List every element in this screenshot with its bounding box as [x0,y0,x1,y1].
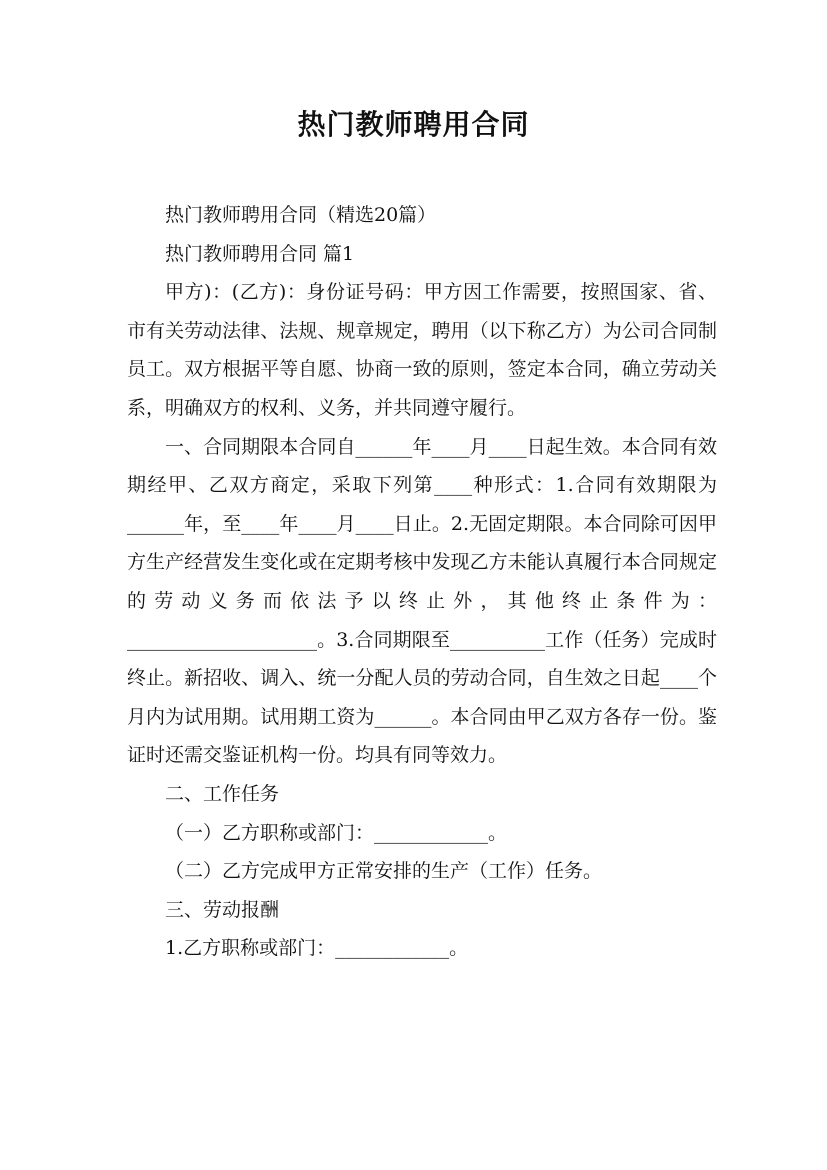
document-title: 热门教师聘用合同 [297,108,530,141]
document-body [127,196,717,968]
paragraph-preamble: 甲方)：(乙方)：身份证号码：甲方因工作需要，按照国家、省、市有关劳动法律、法规、规章规定，聘用（以下称乙方）为公司合同制员工。双方根据平等自愿、协商一致的原则，签定本合同，确立劳动关系，明确双方的权利、义务，并共同遵守履行。 [127,281,717,419]
paragraph-contract-term: 一、合同期限本合同自______年____月____日起生效。本合同有效期经甲、乙双方商定，采取下列第____种形式：1.合同有效期限为______年，至____年____月____日止。2.无固定期限。本合同除可因甲方生产经营发生变化或在定期考核中发现乙方未能认真履行本合同规定的劳动义务而依法予以终止外，其他终止条件为：____________________。3.合同期限至__________工作（任务）完成时终止。新招收、调入、统一分配人员的劳动合同，自生效之日起____个月内为试用期。试用期工资为______。本合同由甲乙双方各存一份。鉴证时还需交鉴证机构一份。均具有同等效力。 [127,435,717,767]
paragraph-work-task-2: （二）乙方完成甲方正常安排的生产（工作）任务。 [165,860,603,883]
paragraph-section-heading: 热门教师聘用合同 篇1 [165,242,355,265]
paragraph-remuneration-1: 1.乙方职称或部门：____________。 [165,937,469,960]
paragraph-work-tasks-heading: 二、工作任务 [165,782,280,805]
paragraph-subtitle: 热门教师聘用合同（精选20篇） [165,204,437,226]
paragraph-work-task-1: （一）乙方职称或部门：____________。 [165,821,508,844]
paragraph-remuneration-heading: 三、劳动报酬 [165,898,280,921]
